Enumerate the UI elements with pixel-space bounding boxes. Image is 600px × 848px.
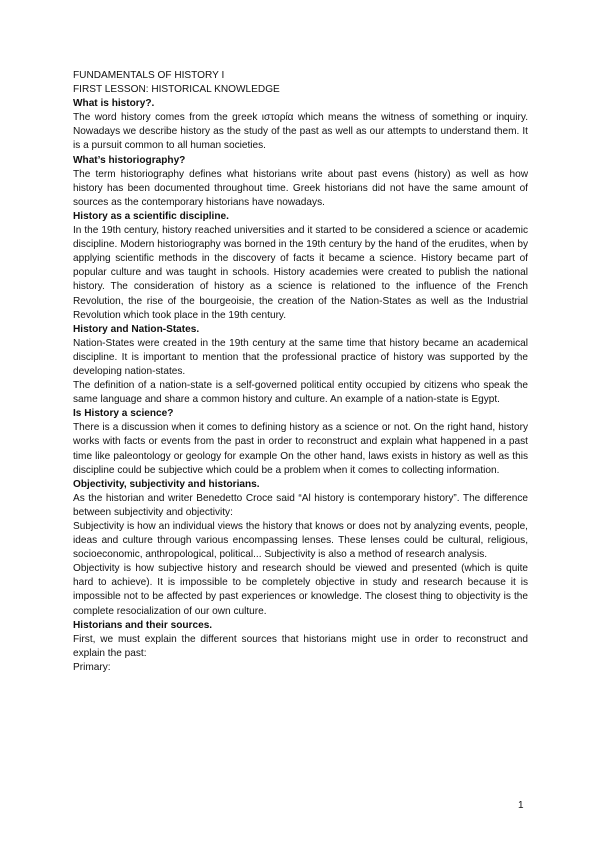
section-heading: What is history?. — [73, 98, 155, 110]
paragraph: As the historian and writer Benedetto Croce said “Al history is contemporary history”. The difference between subjectivity and objectivity: — [73, 492, 528, 518]
section-heading: History and Nation-States. — [73, 323, 200, 335]
section-heading: History as a scientific discipline. — [73, 210, 229, 222]
section-heading: Historians and their sources. — [73, 619, 213, 631]
paragraph: Subjectivity is how an individual views the history that knows or does not by analyzing events, people, ideas and culture through various encompassing lenses. These lenses could be cultural, religious, socioeconomic, anthropological, political... Subjectivity is also a method of research analysis. — [73, 521, 528, 561]
section-heading: What’s historiography? — [73, 154, 186, 166]
paragraph: Objectivity is how subjective history and research should be viewed and presented (which is quite hard to achieve). It is impossible to be completely objective in study and research because it is impossible not to be affected by past experiences or knowledge. The closest thing to objectivity is the complete resocialization of our own culture. — [73, 563, 528, 617]
document-title: FUNDAMENTALS OF HISTORY I — [73, 70, 225, 81]
paragraph: The word history comes from the greek ιστορία which means the witness of something or inquiry. Nowadays we describe history as the study of the past as well as our attempts to understand them. It is a pursuit common to all human societies. — [73, 112, 528, 152]
paragraph: First, we must explain the different sources that historians might use in order to reconstruct and explain the past: — [73, 633, 528, 659]
document-body — [73, 69, 528, 675]
section-heading: Is History a science? — [73, 408, 174, 420]
paragraph: Nation-States were created in the 19th century at the same time that history became an academical discipline. It is important to mention that the professional practice of history was supported by the developing nation-states. — [73, 337, 528, 377]
paragraph: There is a discussion when it comes to defining history as a science or not. On the right hand, history works with facts or events from the past in order to reconstruct and explain what happened in a past time like paleontology or geology for example On the other hand, laws exists in history as well as this discipline could be subjective which could be a problem when it comes to collecting information. — [73, 422, 528, 476]
paragraph: In the 19th century, history reached universities and it started to be considered a science or academic discipline. Modern historiography was borned in the 19th century by the hand of the erudites, when by applying scientific methods in the discovery of facts it became a science. History became part of popular culture and was taught in schools. History academies were created to publish the national history. The consideration of history as a science is relationed to the influence of the French Revolution, the rise of the bourgeoisie, the creation of the Nation-States as well as the Industrial Revolution which took place in the 19th century. — [73, 225, 528, 321]
section-heading: Objectivity, subjectivity and historians. — [73, 478, 260, 490]
lesson-title: FIRST LESSON: HISTORICAL KNOWLEDGE — [73, 84, 280, 96]
paragraph: The term historiography defines what historians write about past evens (history) as well as how history has been documented throughout time. Greek historians did not have the same amount of sources as the contemporary historians have nowadays. — [73, 168, 528, 208]
paragraph: The definition of a nation-state is a self-governed political entity occupied by citizens who speak the same language and share a common history and culture. An example of a nation-state is Egypt. — [73, 380, 528, 406]
paragraph: Primary: — [73, 661, 111, 673]
page-number: 1 — [518, 800, 524, 811]
